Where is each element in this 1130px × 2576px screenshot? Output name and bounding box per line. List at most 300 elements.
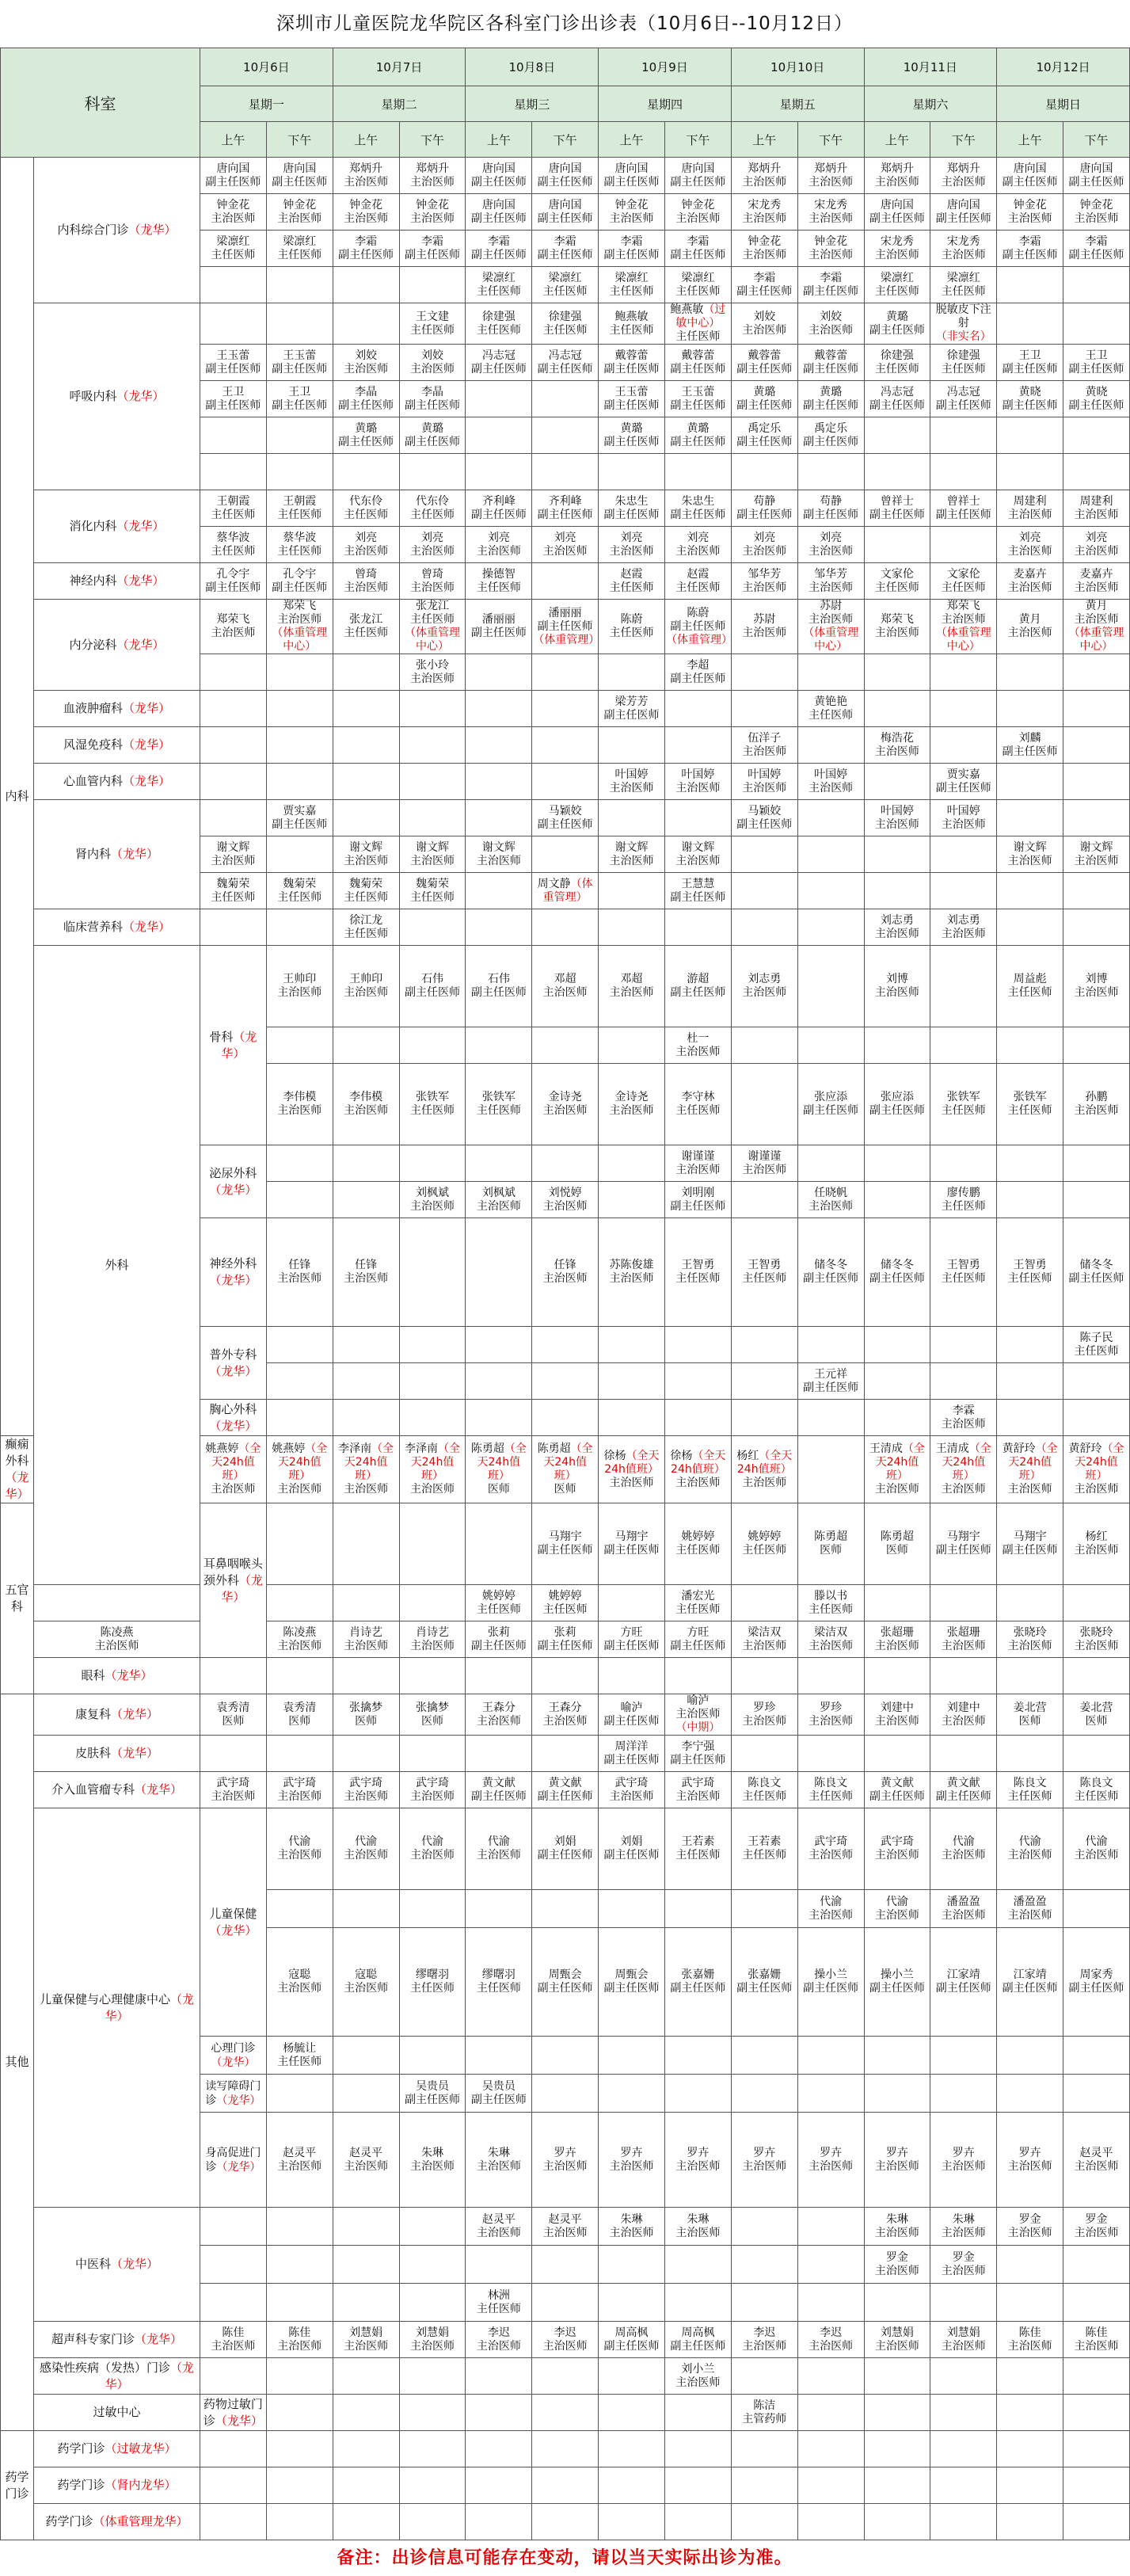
schedule-cell	[200, 417, 267, 454]
schedule-cell	[930, 654, 997, 691]
schedule-cell: 冯志冠 副主任医师	[466, 345, 532, 381]
date-header: 10月10日	[731, 48, 864, 86]
schedule-cell: 李迟 主治医师	[532, 2322, 599, 2358]
schedule-cell: 宋龙秀 主治医师	[797, 194, 864, 231]
schedule-cell: 刘亮 主治医师	[399, 527, 466, 563]
schedule-cell	[333, 1363, 399, 1400]
campus-tag: （龙华）	[209, 1922, 257, 1938]
schedule-cell: 张嘉姗 副主任医师	[731, 1928, 797, 2037]
schedule-cell	[34, 1585, 200, 1621]
schedule-cell: 郑荣飞 主治医师	[864, 600, 930, 654]
schedule-cell	[266, 691, 333, 727]
schedule-row	[1, 2431, 1130, 2467]
schedule-cell: 陈勇超 医师	[864, 1503, 930, 1585]
schedule-cell: 武宇琦 主治医师	[599, 1772, 665, 1808]
schedule-cell: 谢文辉 主治医师	[333, 836, 399, 873]
schedule-cell	[532, 764, 599, 800]
schedule-cell: 陈佳 主治医师	[200, 2322, 267, 2358]
schedule-cell: 武宇琦 主治医师	[399, 1772, 466, 1808]
category-cell: 内科	[1, 158, 34, 1436]
schedule-cell: 马翔宇 副主任医师	[599, 1503, 665, 1585]
campus-tag: （肾内龙华）	[105, 2478, 177, 2492]
schedule-cell	[599, 1327, 665, 1363]
schedule-cell	[399, 727, 466, 764]
schedule-cell: 朱琳 主治医师	[864, 2208, 930, 2246]
category-cell: 五官科	[1, 1503, 34, 1694]
schedule-cell	[1063, 1658, 1130, 1694]
schedule-cell: 罗卉 主治医师	[797, 2113, 864, 2208]
schedule-cell: 王若素 主任医师	[664, 1808, 731, 1890]
schedule-cell: 陈蔚 副主任医师（体重管理）	[664, 600, 731, 654]
schedule-cell: 李霜 副主任医师	[333, 231, 399, 267]
schedule-cell	[266, 909, 333, 946]
schedule-cell: 苟静 副主任医师	[797, 490, 864, 527]
cell-note: （全天24h值班）	[410, 1442, 460, 1482]
pm-header: 下午	[1063, 122, 1130, 158]
am-header: 上午	[333, 122, 399, 158]
schedule-cell: 周建利 主治医师	[1063, 490, 1130, 527]
schedule-cell: 周益彪 主任医师	[997, 946, 1063, 1027]
schedule-cell: 张应添 副主任医师	[864, 1064, 930, 1145]
schedule-row	[1, 2467, 1130, 2504]
cell-note: （体重管理中心）	[803, 627, 859, 653]
schedule-cell	[266, 1327, 333, 1363]
schedule-cell: 刘姣 主治医师	[333, 345, 399, 381]
schedule-cell	[664, 2395, 731, 2431]
schedule-cell	[466, 417, 532, 454]
schedule-cell: 刘姣 主治医师	[399, 345, 466, 381]
schedule-cell	[466, 654, 532, 691]
schedule-cell	[333, 2284, 399, 2322]
schedule-cell	[266, 1400, 333, 1436]
schedule-cell: 鲍燕敏 主任医师	[599, 303, 665, 345]
schedule-row	[1, 800, 1130, 836]
cell-note: （全天24h值班）	[344, 1442, 394, 1482]
schedule-cell: 李伟模 主治医师	[333, 1064, 399, 1145]
schedule-cell: 刘明刚 副主任医师	[664, 1182, 731, 1218]
schedule-cell: 武宇琦 主治医师	[266, 1772, 333, 1808]
schedule-cell	[599, 2504, 665, 2540]
campus-tag: （龙华）	[116, 574, 165, 588]
department-cell	[200, 1218, 267, 1327]
department-name: 消化内科	[69, 519, 117, 533]
campus-tag: （龙华）	[216, 2160, 261, 2174]
schedule-cell	[864, 2504, 930, 2540]
schedule-cell	[532, 2431, 599, 2467]
schedule-cell: 王森分 主治医师	[532, 1694, 599, 1736]
department-name: 药物过敏门诊	[203, 2396, 263, 2428]
schedule-cell	[399, 2431, 466, 2467]
schedule-cell	[864, 1327, 930, 1363]
schedule-cell: 石伟 副主任医师	[399, 946, 466, 1027]
schedule-cell: 郑荣飞 主治医师（体重管理中心）	[930, 600, 997, 654]
pm-header: 下午	[399, 122, 466, 158]
schedule-cell	[599, 2075, 665, 2113]
schedule-cell	[664, 800, 731, 836]
cell-note: （全天24h值班）	[942, 1442, 991, 1482]
schedule-cell: 储冬冬 副主任医师	[797, 1218, 864, 1327]
schedule-cell: 王慧慧 副主任医师	[664, 873, 731, 909]
page-title: 深圳市儿童医院龙华院区各科室门诊出诊表（10月6日--10月12日）	[276, 13, 854, 34]
schedule-cell: 李泽南（全天24h值班） 主治医师	[333, 1436, 399, 1503]
schedule-cell: 李宁强 副主任医师	[664, 1736, 731, 1772]
schedule-cell	[797, 800, 864, 836]
schedule-cell	[399, 1218, 466, 1327]
schedule-cell: 罗卉 主治医师	[532, 2113, 599, 2208]
schedule-cell: 宋龙秀 主治医师	[864, 231, 930, 267]
sub-department-cell	[200, 2113, 267, 2208]
schedule-cell	[333, 1890, 399, 1928]
schedule-cell: 朱琳 主治医师	[930, 2208, 997, 2246]
schedule-cell: 齐利峰 副主任医师	[466, 490, 532, 527]
schedule-cell	[997, 691, 1063, 727]
schedule-cell: 孔令宇 副主任医师	[266, 563, 333, 600]
schedule-cell	[333, 2037, 399, 2075]
schedule-cell: 刘志勇 主治医师	[864, 909, 930, 946]
schedule-cell: 金诗尧 主治医师	[532, 1064, 599, 1145]
schedule-cell	[664, 1658, 731, 1694]
schedule-cell: 唐向国 副主任医师	[200, 158, 267, 194]
schedule-cell: 刘亮 主治医师	[466, 527, 532, 563]
schedule-cell: 姚燕婷（全天24h值班） 主治医师	[266, 1436, 333, 1503]
schedule-cell: 刘慧娟 主治医师	[930, 2322, 997, 2358]
schedule-cell: 马颖姣 副主任医师	[532, 800, 599, 836]
department-name: 感染性疾病（发热）门诊	[39, 2360, 170, 2375]
schedule-cell	[997, 2504, 1063, 2540]
schedule-cell: 麦嘉卉 主治医师	[1063, 563, 1130, 600]
schedule-cell	[930, 2075, 997, 2113]
schedule-cell	[532, 2037, 599, 2075]
schedule-cell	[399, 2037, 466, 2075]
schedule-row	[1, 1736, 1130, 1772]
schedule-cell	[599, 909, 665, 946]
cell-note: （体重管理中心）	[404, 627, 460, 653]
schedule-cell: 朱忠生 副主任医师	[664, 490, 731, 527]
schedule-cell: 黄铯艳 主任医师	[797, 691, 864, 727]
schedule-cell: 罗卉 主治医师	[731, 2113, 797, 2208]
schedule-cell: 张铁军 主任医师	[399, 1064, 466, 1145]
schedule-cell	[333, 1658, 399, 1694]
department-cell	[34, 490, 200, 563]
schedule-cell	[797, 2358, 864, 2395]
schedule-cell	[466, 1658, 532, 1694]
schedule-cell: 罗金 主治医师	[864, 2246, 930, 2284]
schedule-cell	[731, 2467, 797, 2504]
schedule-cell: 黄璐 副主任医师	[864, 303, 930, 345]
schedule-cell: 张龙江 主任医师	[333, 600, 399, 654]
schedule-cell: 肖诗艺 主治医师	[399, 1621, 466, 1658]
schedule-cell	[599, 2284, 665, 2322]
department-name: 普外专科	[209, 1347, 257, 1362]
department-cell	[34, 2208, 200, 2322]
schedule-cell: 伍洋子 主治医师	[731, 727, 797, 764]
schedule-cell	[930, 2467, 997, 2504]
schedule-cell	[599, 1027, 665, 1064]
campus-tag: （龙华）	[123, 774, 171, 788]
department-name: 读写障碍门诊	[205, 2079, 261, 2107]
schedule-cell	[1063, 2395, 1130, 2431]
schedule-cell	[399, 1027, 466, 1064]
department-cell	[34, 563, 200, 600]
schedule-cell: 朱琳 主治医师	[466, 2113, 532, 2208]
campus-tag: （龙华）	[216, 2094, 261, 2107]
schedule-cell	[664, 2075, 731, 2113]
campus-tag: （龙华）	[221, 1029, 257, 1061]
schedule-row	[1, 2358, 1130, 2395]
schedule-cell: 代渝 主治医师	[466, 1808, 532, 1890]
schedule-cell	[930, 946, 997, 1027]
schedule-cell: 梁凛红 主任医师	[930, 267, 997, 303]
schedule-cell	[333, 2208, 399, 2246]
schedule-cell	[997, 1182, 1063, 1218]
schedule-cell: 金诗尧 主治医师	[599, 1064, 665, 1145]
schedule-cell: 杨红（全天24h值班） 主治医师	[731, 1436, 797, 1503]
schedule-cell	[997, 800, 1063, 836]
schedule-row	[1, 1808, 1130, 1890]
schedule-cell: 刘建中 主治医师	[930, 1694, 997, 1736]
schedule-cell	[731, 1736, 797, 1772]
cell-note: （体重管理）	[665, 633, 732, 646]
schedule-cell	[1063, 800, 1130, 836]
department-name: 风湿免疫科	[63, 737, 123, 752]
department-name: 临床营养科	[63, 920, 123, 934]
campus-tag: （龙华）	[128, 223, 177, 237]
schedule-cell: 武宇琦 主治医师	[797, 1808, 864, 1890]
schedule-cell: 谢文辉 主治医师	[599, 836, 665, 873]
schedule-cell: 石伟 副主任医师	[466, 946, 532, 1027]
schedule-cell	[1063, 2284, 1130, 2322]
schedule-cell	[731, 1027, 797, 1064]
schedule-cell: 罗金 主治医师	[1063, 2208, 1130, 2246]
schedule-cell: 王帅印 主治医师	[333, 946, 399, 1027]
schedule-cell: 脱敏皮下注射（非实名）	[930, 303, 997, 345]
schedule-cell	[797, 1027, 864, 1064]
schedule-cell: 徐建强 主任医师	[930, 345, 997, 381]
schedule-cell	[200, 909, 267, 946]
schedule-cell: 刘亮 主治医师	[997, 527, 1063, 563]
schedule-cell: 文家伦 主任医师	[930, 563, 997, 600]
schedule-cell: 朱琳 主治医师	[599, 2208, 665, 2246]
schedule-cell: 黄文献 副主任医师	[532, 1772, 599, 1808]
schedule-cell: 罗珍 主治医师	[731, 1694, 797, 1736]
weekday-header: 星期四	[599, 86, 732, 122]
schedule-cell	[532, 2284, 599, 2322]
schedule-cell	[599, 1890, 665, 1928]
schedule-cell	[200, 303, 267, 345]
schedule-cell: 叶国婷 主治医师	[731, 764, 797, 800]
department-cell	[34, 303, 200, 490]
schedule-cell	[399, 1327, 466, 1363]
department-name: 心理门诊	[211, 2041, 256, 2055]
schedule-cell: 苏尉 主治医师（体重管理中心）	[797, 600, 864, 654]
category-cell: 外科	[34, 946, 200, 1585]
schedule-cell	[399, 1400, 466, 1436]
schedule-cell: 李霜 副主任医师	[797, 267, 864, 303]
schedule-cell	[200, 267, 267, 303]
schedule-cell: 梁凛红 主任医师	[599, 267, 665, 303]
schedule-cell: 吴贵员 副主任医师	[399, 2075, 466, 2113]
campus-tag: （龙华）	[123, 701, 171, 715]
schedule-cell: 李迟 主治医师	[797, 2322, 864, 2358]
schedule-cell	[200, 2431, 267, 2467]
schedule-cell	[731, 2504, 797, 2540]
schedule-cell	[797, 2504, 864, 2540]
schedule-cell: 郑炳升 主治医师	[399, 158, 466, 194]
schedule-cell	[1063, 873, 1130, 909]
schedule-cell: 孔令宇 副主任医师	[200, 563, 267, 600]
schedule-cell	[997, 1363, 1063, 1400]
department-name: 神经内科	[69, 574, 117, 588]
sub-department-cell	[200, 2075, 267, 2113]
schedule-cell: 刘姣 主治医师	[797, 303, 864, 345]
schedule-cell: 周甄会 副主任医师	[532, 1928, 599, 2037]
schedule-cell	[200, 764, 267, 800]
schedule-cell: 刘亮 主治医师	[731, 527, 797, 563]
schedule-cell: 周洋洋 副主任医师	[599, 1736, 665, 1772]
schedule-cell	[1063, 417, 1130, 454]
schedule-cell: 王朝霞 主任医师	[266, 490, 333, 527]
schedule-cell: 李霜 副主任医师	[1063, 231, 1130, 267]
schedule-cell: 郑炳升 主治医师	[930, 158, 997, 194]
schedule-cell	[532, 454, 599, 490]
schedule-cell	[466, 1363, 532, 1400]
schedule-cell: 黄璐 副主任医师	[333, 417, 399, 454]
schedule-cell	[266, 1585, 333, 1621]
schedule-cell: 钟金花 主治医师	[797, 231, 864, 267]
schedule-cell	[1063, 454, 1130, 490]
schedule-cell: 喻泸 副主任医师	[599, 1694, 665, 1736]
schedule-cell	[333, 303, 399, 345]
department-header: 科室	[1, 48, 200, 158]
schedule-cell	[532, 2075, 599, 2113]
schedule-cell: 陈勇超（全天24h值班） 医师	[532, 1436, 599, 1503]
schedule-cell: 张小玲 主治医师	[399, 654, 466, 691]
campus-tag: （龙华）	[111, 2257, 159, 2271]
schedule-cell: 任锋 主治医师	[266, 1218, 333, 1327]
department-name: 心血管内科	[63, 774, 123, 788]
schedule-cell	[664, 2431, 731, 2467]
schedule-cell: 梅浩花 主治医师	[864, 727, 930, 764]
schedule-cell: 唐向国 副主任医师	[466, 194, 532, 231]
schedule-cell	[930, 2504, 997, 2540]
schedule-cell	[797, 909, 864, 946]
schedule-cell: 郑荣飞 主治医师	[200, 600, 267, 654]
schedule-cell: 代渝 主治医师	[399, 1808, 466, 1890]
schedule-cell	[599, 2358, 665, 2395]
schedule-cell	[266, 2467, 333, 2504]
schedule-cell: 周文静（体重管理）	[532, 873, 599, 909]
schedule-cell: 禹定乐 副主任医师	[797, 417, 864, 454]
schedule-cell	[200, 1736, 267, 1772]
schedule-cell	[266, 267, 333, 303]
schedule-cell	[997, 2467, 1063, 2504]
schedule-cell	[333, 1145, 399, 1182]
schedule-cell	[399, 1145, 466, 1182]
am-header: 上午	[731, 122, 797, 158]
schedule-cell	[997, 303, 1063, 345]
schedule-cell	[399, 2395, 466, 2431]
schedule-cell	[930, 527, 997, 563]
schedule-cell: 刘慧娟 主治医师	[864, 2322, 930, 2358]
campus-tag: （龙华）	[111, 847, 159, 861]
schedule-cell: 姜北营 医师	[997, 1694, 1063, 1736]
department-cell	[34, 800, 200, 909]
schedule-cell	[466, 800, 532, 836]
schedule-cell: 刘建中 主治医师	[864, 1694, 930, 1736]
schedule-cell	[930, 1658, 997, 1694]
schedule-cell: 梁凛红 主任医师	[466, 267, 532, 303]
am-header: 上午	[997, 122, 1063, 158]
schedule-cell: 任锋 主治医师	[532, 1218, 599, 1327]
schedule-cell	[664, 454, 731, 490]
schedule-cell	[1063, 303, 1130, 345]
schedule-cell	[599, 1658, 665, 1694]
schedule-cell	[266, 1736, 333, 1772]
schedule-cell: 冯志冠 副主任医师	[864, 381, 930, 417]
schedule-cell: 唐向国 副主任医师	[266, 158, 333, 194]
schedule-cell	[532, 909, 599, 946]
schedule-cell: 潘宏光 主任医师	[664, 1585, 731, 1621]
schedule-cell	[599, 1400, 665, 1436]
date-header: 10月7日	[333, 48, 466, 86]
schedule-cell	[864, 1027, 930, 1064]
schedule-cell: 唐向国 副主任医师	[864, 194, 930, 231]
schedule-cell	[797, 1400, 864, 1436]
pm-header: 下午	[664, 122, 731, 158]
schedule-cell: 钟金花 主治医师	[1063, 194, 1130, 231]
schedule-cell	[1063, 691, 1130, 727]
schedule-cell	[399, 1890, 466, 1928]
schedule-cell	[532, 1145, 599, 1182]
schedule-cell: 苏尉 主治医师	[731, 600, 797, 654]
schedule-cell	[930, 1585, 997, 1621]
schedule-cell	[466, 1027, 532, 1064]
cell-note: （过敏中心）	[675, 303, 726, 330]
schedule-cell: 叶国婷 主治医师	[930, 800, 997, 836]
schedule-cell: 林洲 主任医师	[466, 2284, 532, 2322]
schedule-cell	[200, 800, 267, 836]
schedule-cell: 罗卉 主治医师	[664, 2113, 731, 2208]
am-header: 上午	[466, 122, 532, 158]
campus-tag: （龙华）	[211, 2056, 256, 2069]
campus-tag: （龙华）	[209, 1273, 257, 1287]
department-cell	[34, 2431, 200, 2467]
schedule-cell	[997, 417, 1063, 454]
schedule-cell: 马翔宇 副主任医师	[532, 1503, 599, 1585]
schedule-cell	[599, 2246, 665, 2284]
schedule-row	[1, 1772, 1130, 1808]
schedule-cell	[731, 1585, 797, 1621]
schedule-cell: 黄晓 副主任医师	[997, 381, 1063, 417]
schedule-cell: 邹华芳 主治医师	[797, 563, 864, 600]
schedule-cell: 王玉蕾 副主任医师	[266, 345, 333, 381]
schedule-cell	[731, 1890, 797, 1928]
schedule-cell	[599, 2037, 665, 2075]
schedule-cell	[731, 2358, 797, 2395]
schedule-cell: 张铁军 主任医师	[466, 1064, 532, 1145]
schedule-cell	[1063, 1027, 1130, 1064]
schedule-cell	[532, 836, 599, 873]
footnote: 备注：出诊信息可能存在变动，请以当天实际出诊为准。	[337, 2548, 793, 2568]
schedule-cell: 李泽南（全天24h值班） 主治医师	[399, 1436, 466, 1503]
schedule-cell: 武宇琦 主治医师	[333, 1772, 399, 1808]
schedule-cell	[1063, 2431, 1130, 2467]
schedule-cell	[266, 1503, 333, 1585]
schedule-cell: 方旺 副主任医师	[599, 1621, 665, 1658]
schedule-row	[1, 1585, 1130, 1621]
schedule-cell: 唐向国 副主任医师	[664, 158, 731, 194]
schedule-cell	[731, 454, 797, 490]
